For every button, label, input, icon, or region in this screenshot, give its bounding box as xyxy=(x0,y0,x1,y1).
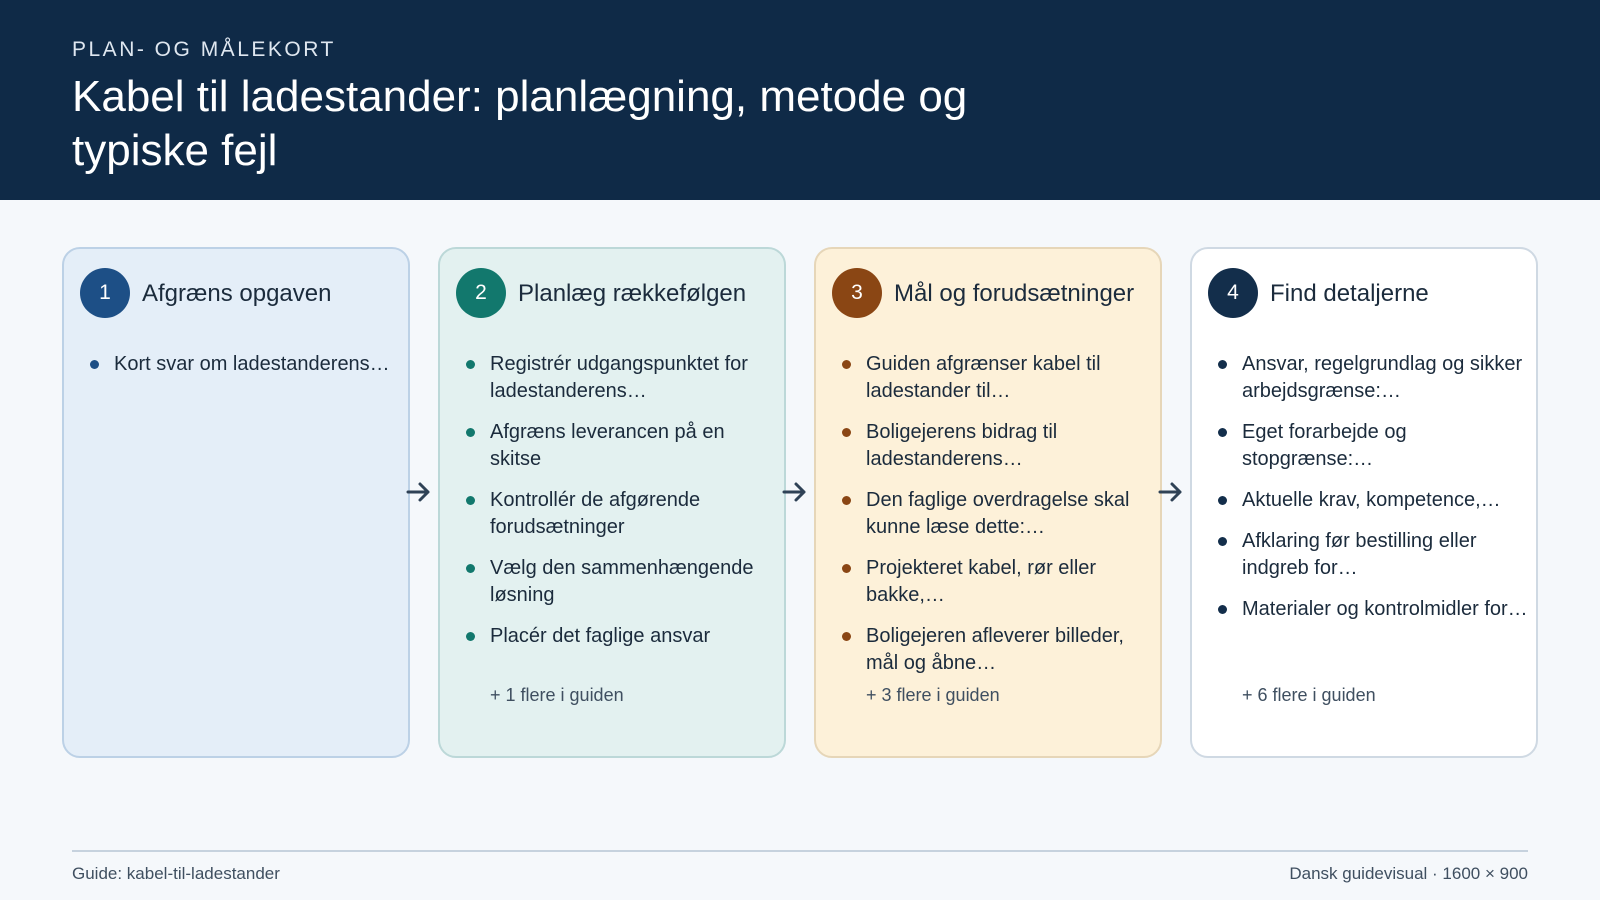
bullet-dot xyxy=(1218,496,1227,505)
bullet-dot xyxy=(466,496,475,505)
list-item-text: Vælg den sammenhængende løsning xyxy=(490,557,754,606)
more-in-guide-link[interactable]: + 3 flere i guiden xyxy=(866,685,1000,705)
arrow-right-icon xyxy=(782,479,808,505)
list-item-text: Boligejerens bidrag til ladestanderens… xyxy=(866,421,1058,470)
step-number-badge: 1 xyxy=(80,268,130,318)
bullet-dot xyxy=(466,632,475,641)
list-item xyxy=(1218,596,1530,623)
list-item-text: Materialer og kontrolmidler for… xyxy=(1242,598,1528,620)
list-item xyxy=(842,623,1154,677)
eyebrow-label: PLAN- OG MÅLEKORT xyxy=(72,38,336,61)
footer-divider xyxy=(72,850,1528,852)
step-item-list xyxy=(1218,351,1530,637)
step-item-list xyxy=(466,351,778,664)
list-item-text: Placér det faglige ansvar xyxy=(490,625,711,647)
list-item-text: Projekteret kabel, rør eller bakke,… xyxy=(866,557,1097,606)
list-item-text: Eget forarbejde og stopgrænse:… xyxy=(1242,421,1407,470)
step-item-list xyxy=(842,351,1154,691)
list-item-text: Den faglige overdragelse skal kunne læse dette:… xyxy=(866,489,1130,538)
list-item-text: Afgræns leverancen på en skitse xyxy=(490,421,725,470)
step-card-2 xyxy=(438,247,786,758)
step-item-list xyxy=(90,351,402,392)
step-number-badge: 2 xyxy=(456,268,506,318)
list-item xyxy=(1218,351,1530,405)
list-item-text: Kort svar om ladestanderens… xyxy=(114,353,390,375)
step-number-badge: 4 xyxy=(1208,268,1258,318)
list-item xyxy=(1218,528,1530,582)
list-item xyxy=(842,487,1154,541)
bullet-dot xyxy=(1218,360,1227,369)
bullet-dot xyxy=(842,564,851,573)
step-title: Afgræns opgaven xyxy=(142,280,332,307)
list-item xyxy=(842,555,1154,609)
bullet-dot xyxy=(90,360,99,369)
list-item xyxy=(466,623,778,650)
arrow-right-icon xyxy=(406,479,432,505)
step-title: Planlæg rækkefølgen xyxy=(518,280,747,307)
bullet-dot xyxy=(466,428,475,437)
bullet-dot xyxy=(1218,537,1227,546)
step-card-4 xyxy=(1190,247,1538,758)
bullet-dot xyxy=(842,632,851,641)
footer-guide-label: Guide: kabel-til-ladestander xyxy=(72,864,280,883)
list-item xyxy=(842,351,1154,405)
step-title: Find detaljerne xyxy=(1270,280,1429,307)
footer-meta-label: Dansk guidevisual · 1600 × 900 xyxy=(1289,864,1528,883)
list-item-text: Kontrollér de afgørende forudsætninger xyxy=(490,489,701,538)
list-item-text: Ansvar, regelgrundlag og sikker arbejdsgrænse:… xyxy=(1242,353,1523,402)
list-item xyxy=(466,351,778,405)
bullet-dot xyxy=(842,360,851,369)
list-item xyxy=(842,419,1154,473)
list-item xyxy=(466,487,778,541)
list-item-text: Afklaring før bestilling eller indgreb for… xyxy=(1242,530,1477,579)
bullet-dot xyxy=(842,428,851,437)
list-item-text: Aktuelle krav, kompetence,… xyxy=(1242,489,1501,511)
bullet-dot xyxy=(466,360,475,369)
list-item-text: Guiden afgrænser kabel til ladestander til… xyxy=(866,353,1101,402)
page-title: Kabel til ladestander: planlægning, metode og typiske fejl xyxy=(72,72,968,175)
bullet-dot xyxy=(1218,428,1227,437)
arrow-right-icon xyxy=(1158,479,1184,505)
bullet-dot xyxy=(842,496,851,505)
list-item-text: Boligejeren afleverer billeder, mål og åbne… xyxy=(866,625,1124,674)
list-item-text: Registrér udgangspunktet for ladestanderens… xyxy=(490,353,748,402)
step-title: Mål og forudsætninger xyxy=(894,280,1135,307)
more-in-guide-link[interactable]: + 6 flere i guiden xyxy=(1242,685,1376,705)
more-in-guide-link[interactable]: + 1 flere i guiden xyxy=(490,685,624,705)
step-card-1 xyxy=(62,247,410,758)
list-item xyxy=(1218,487,1530,514)
list-item xyxy=(1218,419,1530,473)
header-banner xyxy=(0,0,1600,200)
bullet-dot xyxy=(466,564,475,573)
list-item xyxy=(466,419,778,473)
step-number-badge: 3 xyxy=(832,268,882,318)
bullet-dot xyxy=(1218,605,1227,614)
list-item xyxy=(466,555,778,609)
list-item xyxy=(90,351,402,378)
step-card-3 xyxy=(814,247,1162,758)
